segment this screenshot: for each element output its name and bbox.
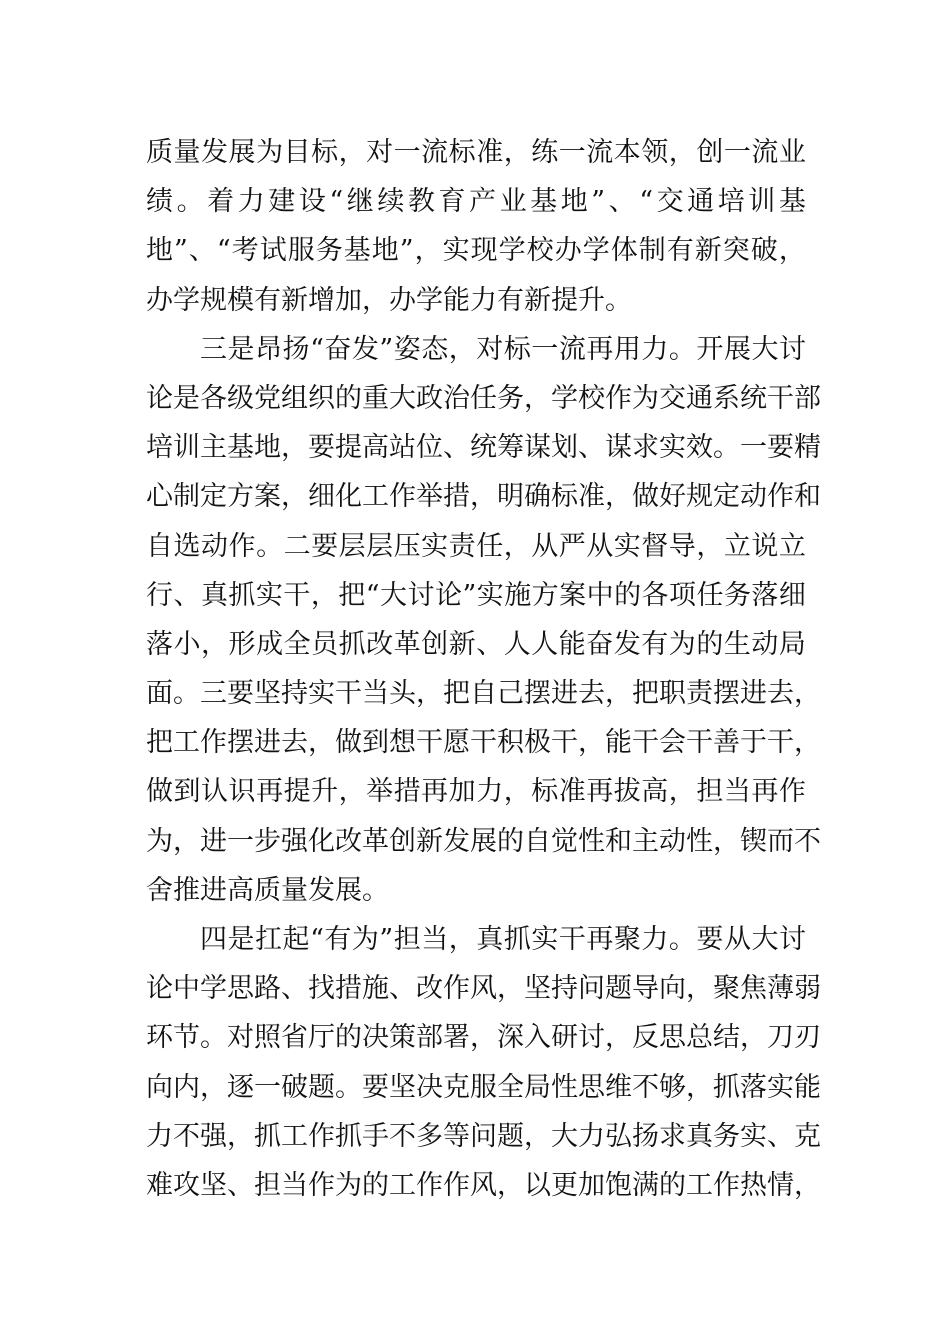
text-line: 三 是 昂 扬 “ 奋 发 ” 姿 态 ， 对 标 一 流 再 用 力 。 开 展 大 讨 [200, 333, 806, 365]
text-line: 地 ” 、 “ 考 试 服 务 基 地 ” ， 实 现 学 校 办 学 体 制 有 新 突 破 ， [146, 235, 806, 267]
text-line: 行 、 真 抓 实 干 ， 把 “ 大 讨 论 ” 实 施 方 案 中 的 各 项 任 务 落 细 [146, 579, 806, 611]
text-line: 为 ， 进 一 步 强 化 改 革 创 新 发 展 的 自 觉 性 和 主 动 性 ， 锲 而 不 [146, 825, 821, 857]
text-line: 自 选 动 作 。 二 要 层 层 压 实 责 任 ， 从 严 从 实 督 导 ， 立 说 立 [146, 530, 806, 562]
text-line: 绩 。 着 力 建 设 “ 继 续 教 育 产 业 基 地 ” 、 “ 交 通 培 训 基 [146, 186, 806, 218]
text-line: 论 中 学 思 路 、 找 措 施 、 改 作 风 ， 坚 持 问 题 导 向 ， 聚 焦 薄 弱 [146, 973, 821, 1005]
text-line: 培 训 主 基 地 ， 要 提 高 站 位 、 统 筹 谋 划 、 谋 求 实 效 。 一 要 精 [146, 432, 821, 464]
text-line: 做 到 认 识 再 提 升 ， 举 措 再 加 力 ， 标 准 再 拔 高 ， 担 当 再 作 [146, 776, 806, 808]
text-line: 难 攻 坚 、 担 当 作 为 的 工 作 作 风 ， 以 更 加 饱 满 的 工 作 热 情 ， [146, 1169, 821, 1201]
text-line: 论 是 各 级 党 组 织 的 重 大 政 治 任 务 ， 学 校 作 为 交 通 系 统 干 部 [146, 382, 821, 414]
text-line: 心 制 定 方 案 ， 细 化 工 作 举 措 ， 明 确 标 准 ， 做 好 规 定 动 作 和 [146, 481, 821, 513]
text-line: 质 量 发 展 为 目 标 ， 对 一 流 标 准 ， 练 一 流 本 领 ， 创 一 流 业 [146, 137, 806, 168]
text-line: 四 是 扛 起 “ 有 为 ” 担 当 ， 真 抓 实 干 再 聚 力 。 要 从 大 讨 [200, 924, 806, 955]
text-line: 办学规模有新增加，办学能力有新提升。 [146, 284, 632, 316]
text-line: 把 工 作 摆 进 去 ， 做 到 想 干 愿 干 积 极 干 ， 能 干 会 干 善 于 干 ， [146, 727, 821, 759]
text-line: 舍推进高质量发展。 [146, 874, 389, 906]
text-line: 力 不 强 ， 抓 工 作 抓 手 不 多 等 问 题 ， 大 力 弘 扬 求 真 务 实 、 克 [146, 1120, 821, 1152]
document-body-text [146, 128, 821, 1210]
text-line: 面 。 三 要 坚 持 实 干 当 头 ， 把 自 己 摆 进 去 ， 把 职 责 摆 进 去 ， [146, 678, 821, 710]
text-line: 落 小 ， 形 成 全 员 抓 改 革 创 新 、 人 人 能 奋 发 有 为 的 生 动 局 [146, 628, 806, 660]
text-line: 环 节 。 对 照 省 厅 的 决 策 部 署 ， 深 入 研 讨 ， 反 思 总 结 ， 刀 刃 [146, 1022, 821, 1054]
text-line: 向 内 ， 逐 一 破 题 。 要 坚 决 克 服 全 局 性 思 维 不 够 ， 抓 落 实 能 [146, 1071, 821, 1103]
